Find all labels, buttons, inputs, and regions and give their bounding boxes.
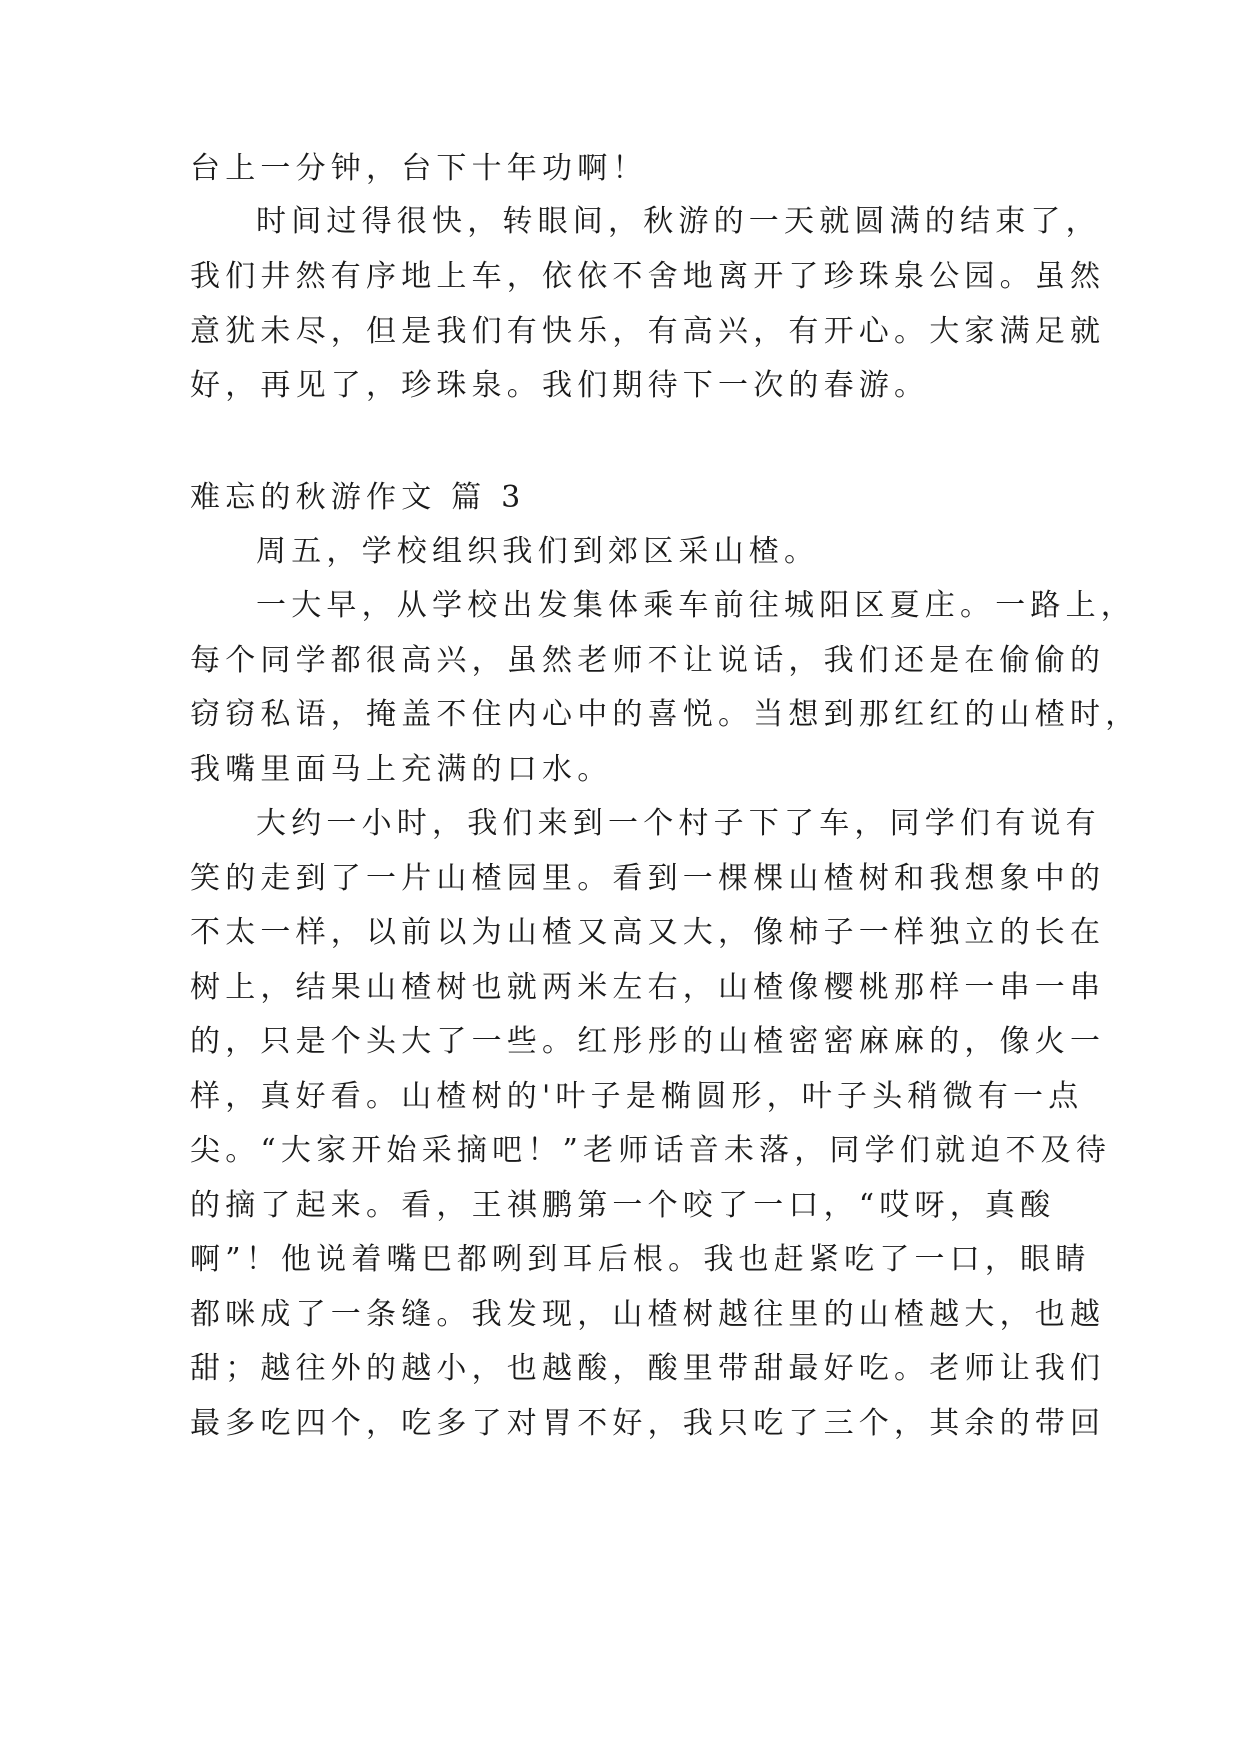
section-heading: 难忘的秋游作文 篇 3	[190, 480, 526, 515]
text-line: 每个同学都很高兴，虽然老师不让说话，我们还是在偷偷的	[190, 643, 1106, 678]
text-line: 甜；越往外的越小，也越酸，酸里带甜最好吃。老师让我们	[190, 1351, 1106, 1386]
text-line: 我嘴里面马上充满的口水。	[190, 752, 613, 787]
text-line: 的摘了起来。看，王祺鹏第一个咬了一口，“哎呀，真酸	[190, 1188, 1056, 1223]
text-line: 啊”！他说着嘴巴都咧到耳后根。我也赶紧吃了一口，眼睛	[190, 1242, 1091, 1277]
text-line: 台上一分钟，台下十年功啊！	[190, 151, 648, 186]
text-line: 树上，结果山楂树也就两米左右，山楂像樱桃那样一串一串	[190, 970, 1106, 1005]
text-line: 都咪成了一条缝。我发现，山楂树越往里的山楂越大，也越	[190, 1297, 1106, 1332]
text-line: 意犹未尽，但是我们有快乐，有高兴，有开心。大家满足就	[190, 314, 1106, 349]
text-line: 最多吃四个，吃多了对胃不好，我只吃了三个，其余的带回	[190, 1406, 1106, 1441]
text-line: 的，只是个头大了一些。红彤彤的山楂密密麻麻的，像火一	[190, 1024, 1106, 1059]
text-line: 好，再见了，珍珠泉。我们期待下一次的春游。	[190, 368, 930, 403]
text-line: 尖。“大家开始采摘吧！”老师话音未落，同学们就迫不及待	[190, 1133, 1112, 1168]
text-line: 大约一小时，我们来到一个村子下了车，同学们有说有	[256, 806, 1101, 841]
text-line: 周五，学校组织我们到郊区采山楂。	[256, 534, 820, 569]
text-line: 我们井然有序地上车，依依不舍地离开了珍珠泉公园。虽然	[190, 259, 1106, 294]
text-line: 窃窃私语，掩盖不住内心中的喜悦。当想到那红红的山楂时，	[190, 697, 1141, 732]
text-line: 一大早，从学校出发集体乘车前往城阳区夏庄。一路上，	[256, 588, 1136, 623]
text-line: 时间过得很快，转眼间，秋游的一天就圆满的结束了，	[256, 204, 1101, 239]
text-line: 不太一样，以前以为山楂又高又大，像柿子一样独立的长在	[190, 915, 1106, 950]
text-line: 笑的走到了一片山楂园里。看到一棵棵山楂树和我想象中的	[190, 861, 1106, 896]
text-line: 样，真好看。山楂树的'叶子是椭圆形，叶子头稍微有一点	[190, 1079, 1084, 1114]
